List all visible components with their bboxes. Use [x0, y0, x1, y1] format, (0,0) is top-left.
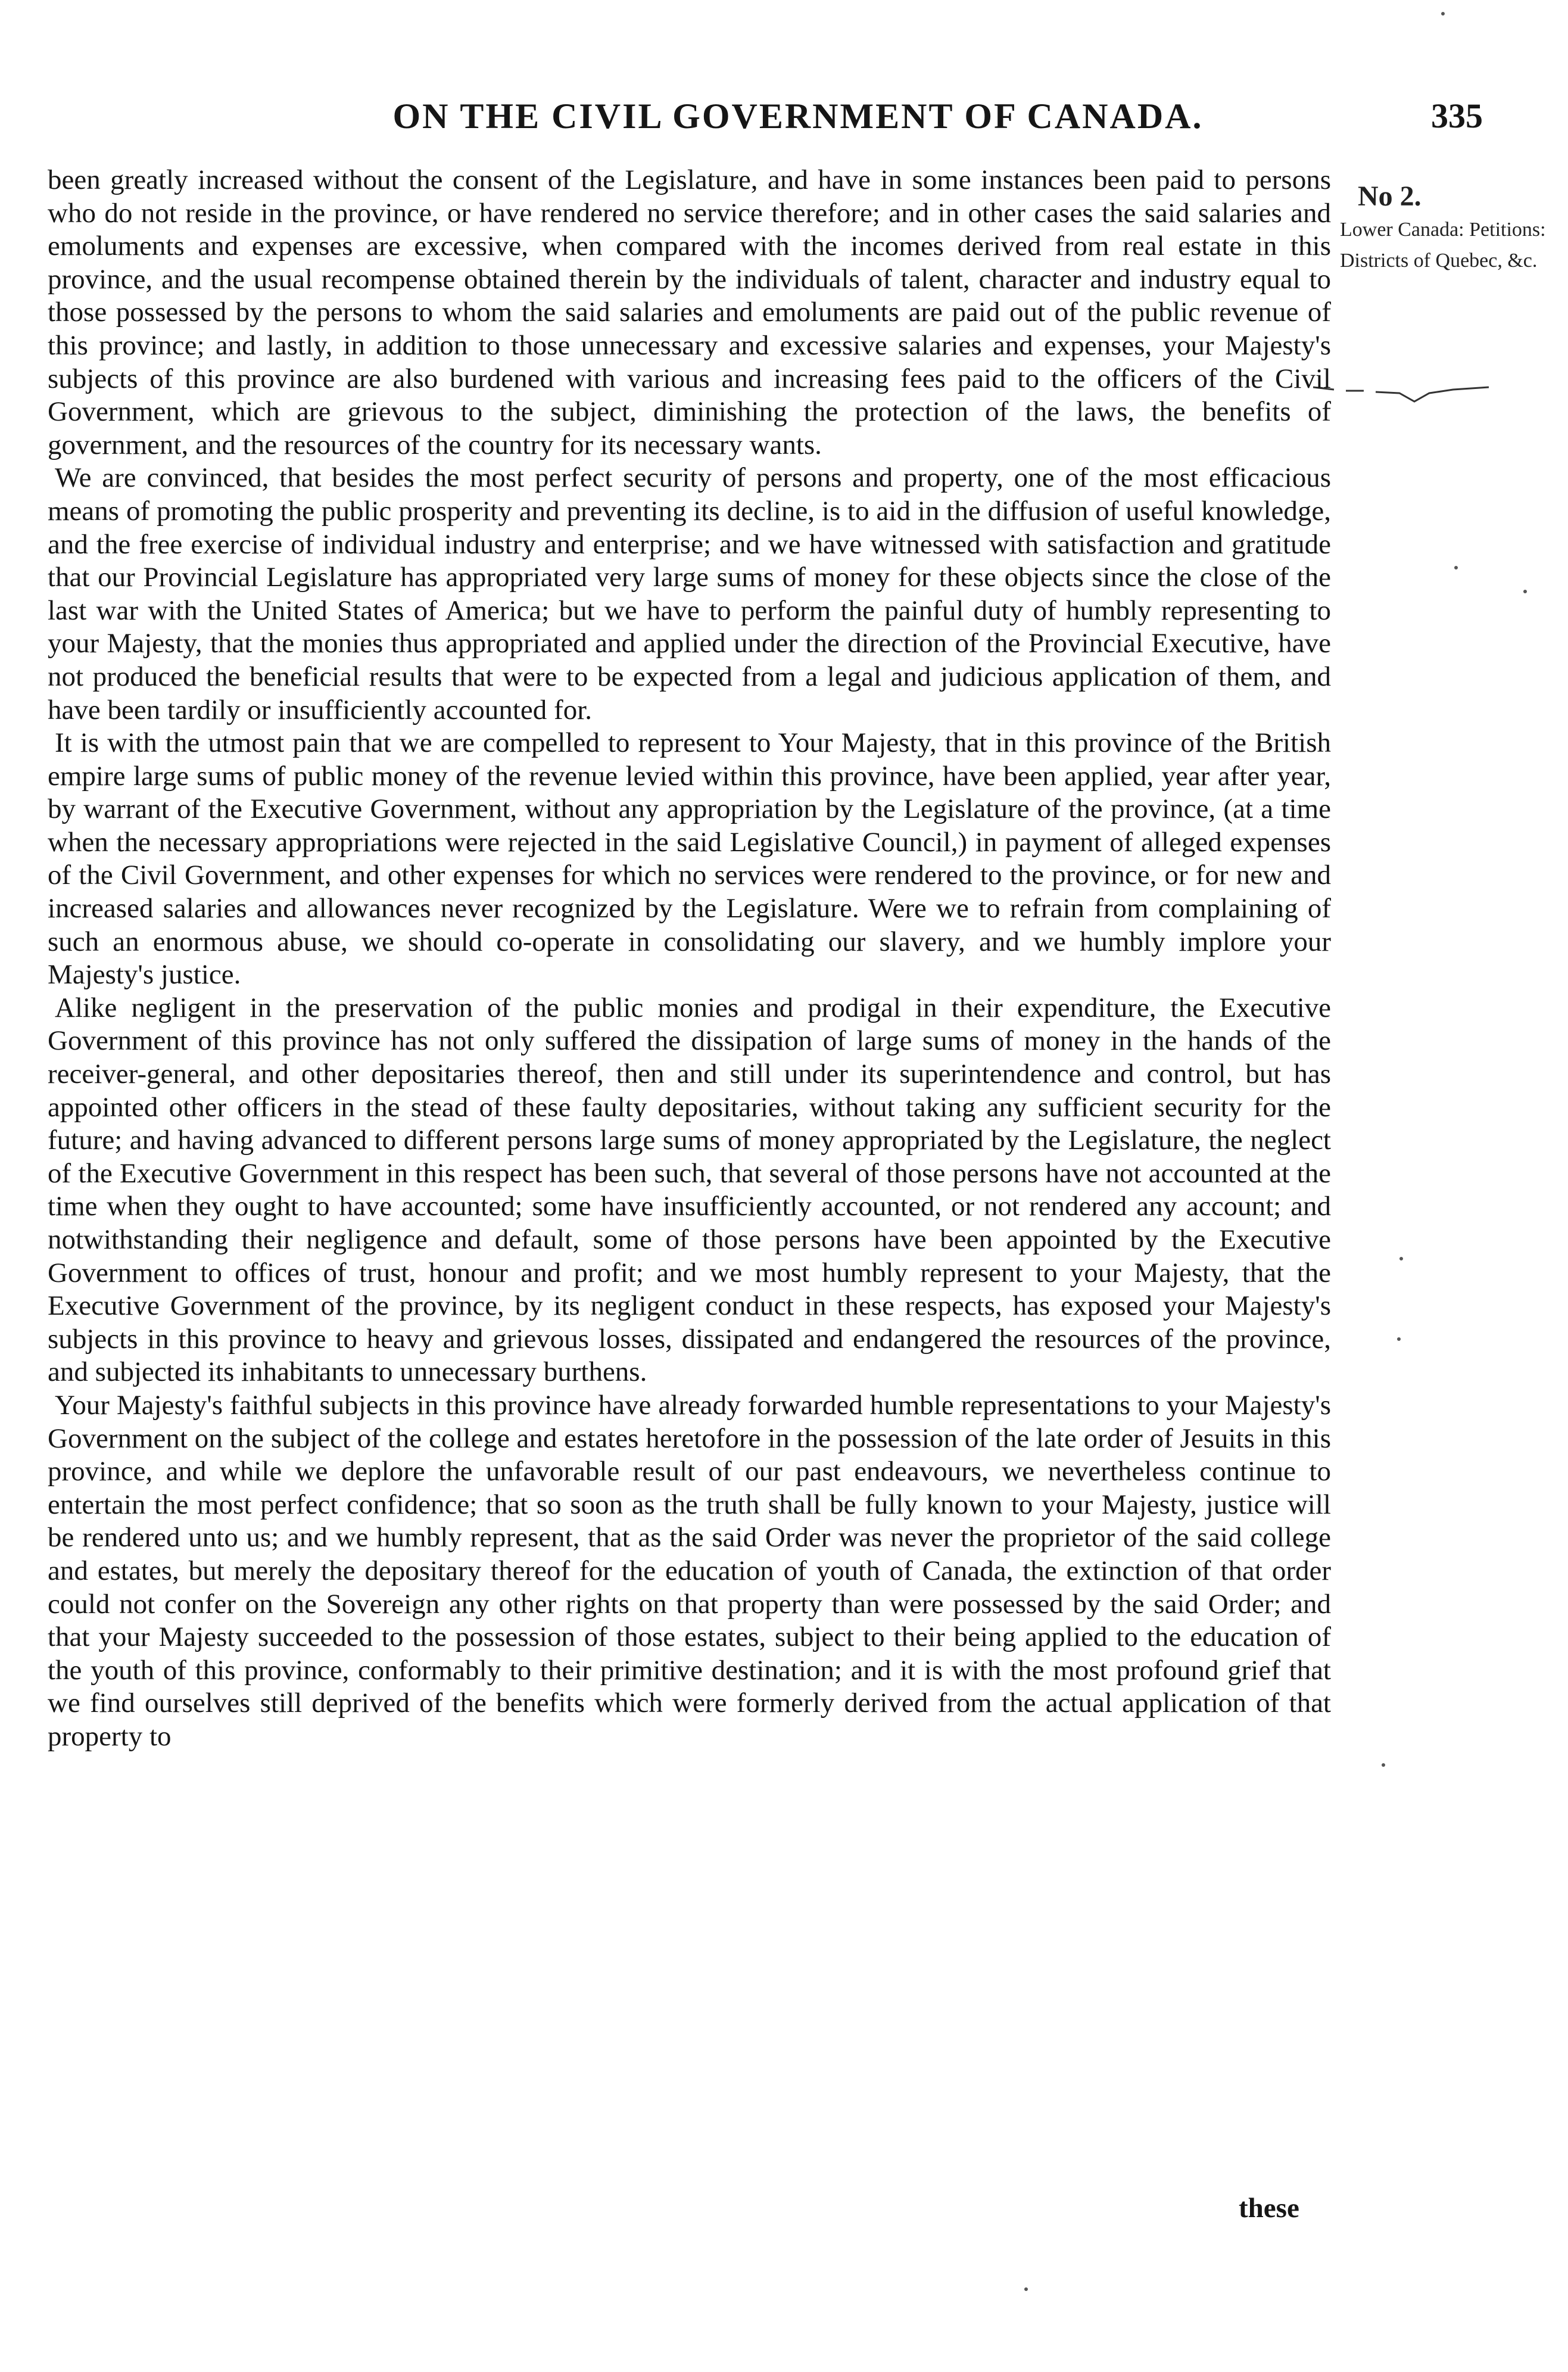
running-title: ON THE CIVIL GOVERNMENT OF CANADA.	[392, 97, 1204, 136]
body-text	[48, 164, 1331, 1754]
catchword: these	[1239, 2193, 1299, 2224]
paragraph-5: Your Majesty's faithful subjects in this province have already forwarded humble representations to your Majesty's Government on the subject of the college and estates heretofore in the possession of the late order of Jesuits in this province, and while we deplore the unfavorable result of our past endeavours, we nevertheless continue to entertain the most perfect confidence; that so soon as the truth shall be fully known to your Majesty, justice will be rendered unto us; and we humbly represent, that as the said Order was never the proprietor of the said college and estates, but merely the depositary thereof for the education of youth of Canada, the extinction of that order could not confer on the Sovereign any other rights on that property than were possessed by the said Order; and that your Majesty succeeded to the possession of those estates, subject to their being applied to the education of the youth of this province, conformably to their primitive destination; and it is with the most profound grief that we find ourselves still deprived of the benefits which were formerly derived from the actual application of that property to	[48, 1389, 1331, 1752]
paragraph-4: Alike negligent in the preservation of the public monies and prodigal in their expenditure, the Executive Government of this province has not only suffered the dissipation of large sums of money in the hands of the receiver-general, and other depositaries thereof, then and still under its superintendence and control, but has appointed other officers in the stead of these faulty depositaries, without taking any sufficient security for the future; and having advanced to different persons large sums of money appropriated by the Legislature, the neglect of the Executive Government in this respect has been such, that several of those persons have not accounted at the time when they ought to have accounted; some have insufficiently accounted, or not rendered any account; and notwithstanding their negligence and default, some of those persons have been appointed by the Executive Government to offices of trust, honour and profit; and we most humbly represent to your Majesty, that the Executive Government of the province, by its negligent conduct in these respects, has exposed your Majesty's subjects in this province to heavy and grievous losses, dissipated and endangered the resources of the province, and subjected its inhabitants to unnecessary burthens.	[48, 992, 1331, 1388]
ink-speck	[1441, 12, 1445, 15]
paragraph-3: It is with the utmost pain that we are compelled to represent to Your Majesty, that in this province of the British empire large sums of public money of the revenue levied within this province, have been applied, year after year, by warrant of the Executive Government, without any appropriation by the Legislature of the province, (at a time when the necessary appropriations were rejected in the said Legislative Council,) in payment of alleged expenses of the Civil Government, and other expenses for which no services were rendered to the province, or for new and increased salaries and allowances never recognized by the Legislature. Were we to refrain from complaining of such an enormous abuse, we should co-operate in consolidating our slavery, and we humbly implore your Majesty's justice.	[48, 727, 1331, 991]
ink-speck	[1024, 2287, 1028, 2291]
ink-speck	[1382, 1763, 1385, 1767]
paragraph-2: We are convinced, that besides the most perfect security of persons and property, one of the most efficacious means of promoting the public prosperity and preventing its decline, is to aid in the diffusion of useful knowledge, and the free exercise of individual industry and enterprise; and we have witnessed with satisfaction and gratitude that our Provincial Legislature has appropriated very large sums of money for these objects since the close of the last war with the United States of America; but we have to perform the painful duty of humbly representing to your Majesty, that the monies thus appropriated and applied under the direction of the Provincial Executive, have not produced the beneficial results that were to be expected from a legal and judicious application of them, and have been tardily or insufficiently accounted for.	[48, 462, 1331, 726]
margin-note-number: No 2.	[1358, 180, 1422, 212]
margin-note-label: Lower Canada: Petitions: Districts of Quebec, &c.	[1340, 219, 1546, 272]
paragraph-1: been greatly increased without the consent of the Legislature, and have in some instances been paid to persons who do not reside in the province, or have rendered no service therefore; and in other cases the said salaries and emoluments and expenses are excessive, when compared with the incomes derived from real estate in this province, and the usual recompense obtained therein by the individuals of talent, character and industry equal to those possessed by the persons to whom the said salaries and emoluments are paid out of the public revenue of this province; and lastly, in addition to those unnecessary and excessive salaries and expenses, your Majesty's subjects of this province are also burdened with various and increasing fees paid to the officers of the Civil Government, which are grievous to the subject, diminishing the protection of the laws, the benefits of government, and the resources of the country for its necessary wants.	[48, 164, 1331, 460]
ink-speck	[1454, 566, 1458, 569]
ink-speck	[1523, 590, 1527, 593]
ink-speck	[1397, 1337, 1401, 1341]
ink-speck	[1399, 1257, 1403, 1260]
handwritten-mark	[1310, 381, 1548, 405]
page-header	[66, 89, 1519, 143]
page-number: 335	[1431, 97, 1483, 135]
margin-note	[1340, 179, 1554, 276]
